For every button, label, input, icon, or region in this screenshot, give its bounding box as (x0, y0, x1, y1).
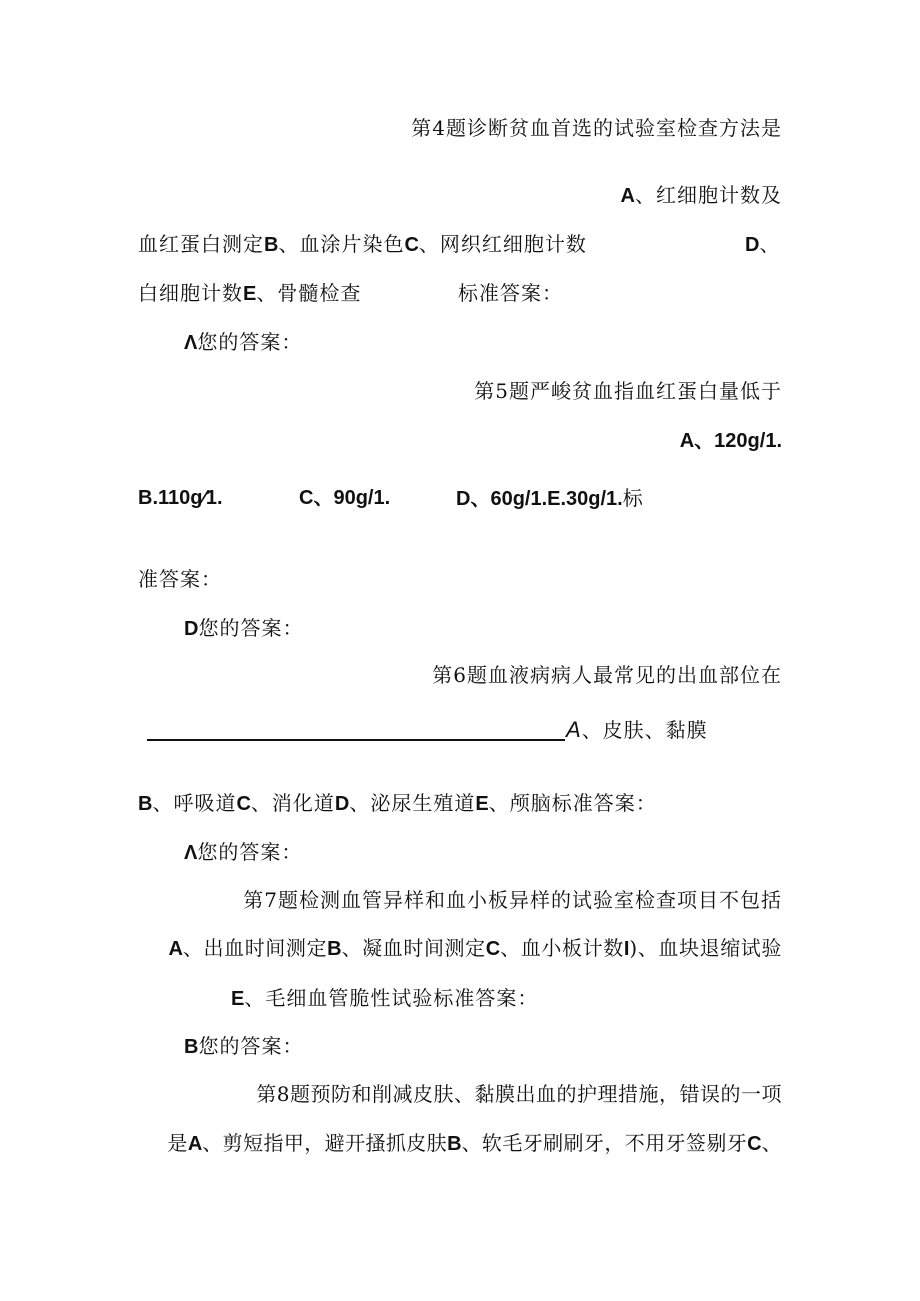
q6-options-line: B、呼吸道C、消化道D、泌尿生殖道E、颅脑标准答案： (138, 791, 657, 815)
q6-option-a: A、皮肤、黏膜 (566, 717, 708, 742)
q7-options-line: A、出血时间测定B、凝血时间测定C、血小板计数I)、血块退缩试验 (168, 936, 782, 960)
q5-option-b: B.110g⁄1. (138, 487, 223, 509)
q8-title: 第8题预防和削减皮肤、黏膜出血的护理措施，错误的一项 (256, 1082, 782, 1106)
q6-number: 第6 (432, 663, 467, 687)
q7-title: 第7题检测血管异样和血小板异样的试验室检查项目不包括 (243, 888, 782, 912)
q6-your-answer: Λ您的答案： (184, 840, 303, 864)
q5-option-de: D、60g/1.E.30g/1.标 (456, 486, 644, 510)
q4-options-line2: 白细胞计数E、骨髓检查 (138, 281, 362, 305)
q6-title: 第6题血液病病人最常见的出血部位在 (432, 663, 782, 687)
q4-your-answer: Λ您的答案： (184, 330, 303, 354)
q4-option-d: D、 (745, 232, 781, 256)
blank-underline (147, 739, 565, 741)
q5-your-answer: D您的答案： (184, 616, 304, 640)
q5-option-c: C、90g/1. (299, 487, 391, 509)
q7-your-answer: B您的答案： (184, 1034, 304, 1058)
q8-options-line: 是A、剪短指甲，避开搔抓皮肤B、软毛牙刷刷牙，不用牙签剔牙C、 (167, 1131, 782, 1155)
q4-title: 第4题诊断贫血首选的试验室检查方法是 (411, 116, 782, 140)
q5-title: 第5题严峻贫血指血红蛋白量低于 (474, 379, 782, 403)
q8-number: 第8 (256, 1082, 290, 1106)
q7-number: 第7 (243, 888, 278, 912)
q4-options-line: 血红蛋白测定B、血涂片染色C、网织红细胞计数 (138, 232, 587, 256)
q4-option-a: A、红细胞计数及 (620, 183, 782, 207)
q5-standard-answer: 准答案： (138, 567, 222, 591)
q7-option-e: E、毛细血管脆性试验标准答案： (231, 986, 539, 1010)
q5-option-a: A、120g/1. (679, 430, 782, 452)
q5-number: 第5 (474, 379, 509, 403)
q4-number: 第4 (411, 116, 446, 140)
q4-standard-answer: 标准答案： (458, 281, 563, 305)
